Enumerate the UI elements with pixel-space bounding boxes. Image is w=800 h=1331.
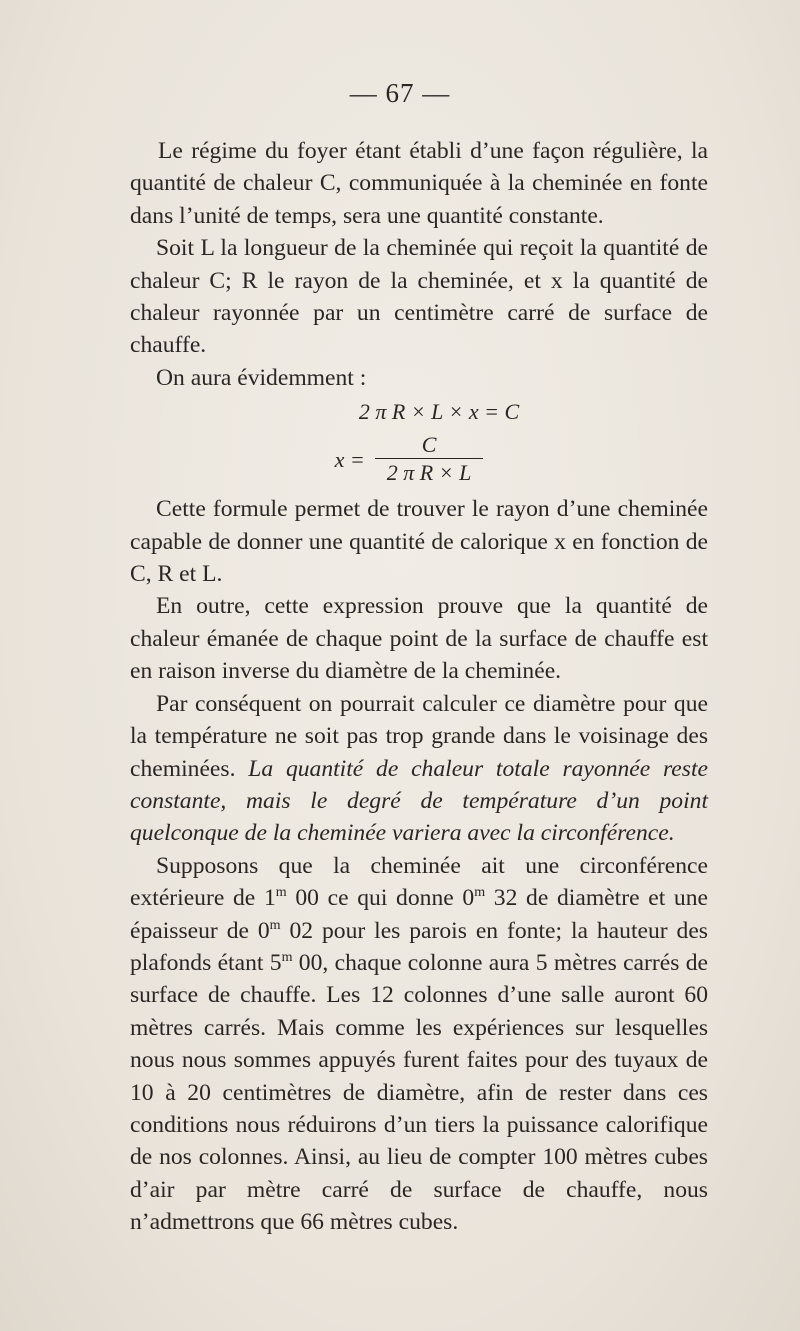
p7-segment-3: 32 de diamètre et une épaisseur de 0 <box>130 885 708 944</box>
p7-segment-4: 02 pour les parois en fonte; la hauteur des plafonds étant 5 <box>130 917 708 976</box>
paragraph-6-text: Par conséquent on pourrait calculer ce diamètre pour que la température ne soit pas trop grande dans le voisinage des cheminées. <box>130 690 708 782</box>
fraction-stack <box>375 432 484 487</box>
unit-superscript: m <box>269 917 281 933</box>
formula-fraction <box>130 432 708 487</box>
fraction-lhs: x = <box>334 446 365 472</box>
page-number: — 67 — <box>349 78 451 108</box>
fraction-denominator: 2 π R × L <box>375 458 484 487</box>
p7-segment-2: 00 ce qui donne 0 <box>286 885 475 912</box>
unit-superscript: m <box>474 885 486 901</box>
formula-product: 2 π R × L × x = C <box>358 399 520 425</box>
paragraph-5: En outre, cette expression prouve que la quantité de chaleur émanée de chaque point de la surface de chauffe est en raison inverse du diamètre de la cheminée. <box>130 593 708 685</box>
paragraph-3: On aura évidemment : <box>156 364 367 391</box>
p7-segment-1: Supposons que la cheminée ait une circonférence extérieure de 1 <box>130 852 708 912</box>
paragraph-2: Soit L la longueur de la cheminée qui reçoit la quantité de chaleur C; R le rayon de la cheminée, et x la quantité de chaleur rayonnée par un centimètre carré de surface de chauffe. <box>130 235 708 359</box>
paragraph-6 <box>130 688 708 850</box>
paragraph-7 <box>130 850 708 1239</box>
paragraph-6-italic: La quantité de chaleur totale rayonnée reste constante, mais le degré de température d’un point quelconque de la cheminée variera avec la circonférence. <box>130 755 708 847</box>
unit-superscript: m <box>281 950 293 966</box>
p7-segment-5: 00, chaque colonne aura 5 mètres carrés de surface de chauffe. Les 12 colonnes d’une salle auront 60 mètres carrés. Mais comme les expériences sur lesquelles nous nous sommes appuyés furent faites pour des tuyaux de 10 à 20 centimètres de diamètre, afin de rester dans ces conditions nous réduirons d’un tiers la puissance calorifique de nos colonnes. Ainsi, au lieu de compter 100 mètres cubes d’air par mètre carré de surface de chauffe, nous n’admettrons que 66 mètres cubes. <box>130 949 708 1236</box>
fraction-numerator: C <box>421 432 437 458</box>
unit-superscript: m <box>275 885 287 901</box>
body-text <box>130 135 708 1239</box>
paragraph-1: Le régime du foyer étant établi d’une façon régulière, la quantité de chaleur C, communiquée à la cheminée en fonte dans l’unité de temps, sera une quantité constante. <box>130 138 708 229</box>
paragraph-4: Cette formule permet de trouver le rayon d’une cheminée capable de donner une quantité de calorique x en fonction de C, R et L. <box>130 496 708 588</box>
